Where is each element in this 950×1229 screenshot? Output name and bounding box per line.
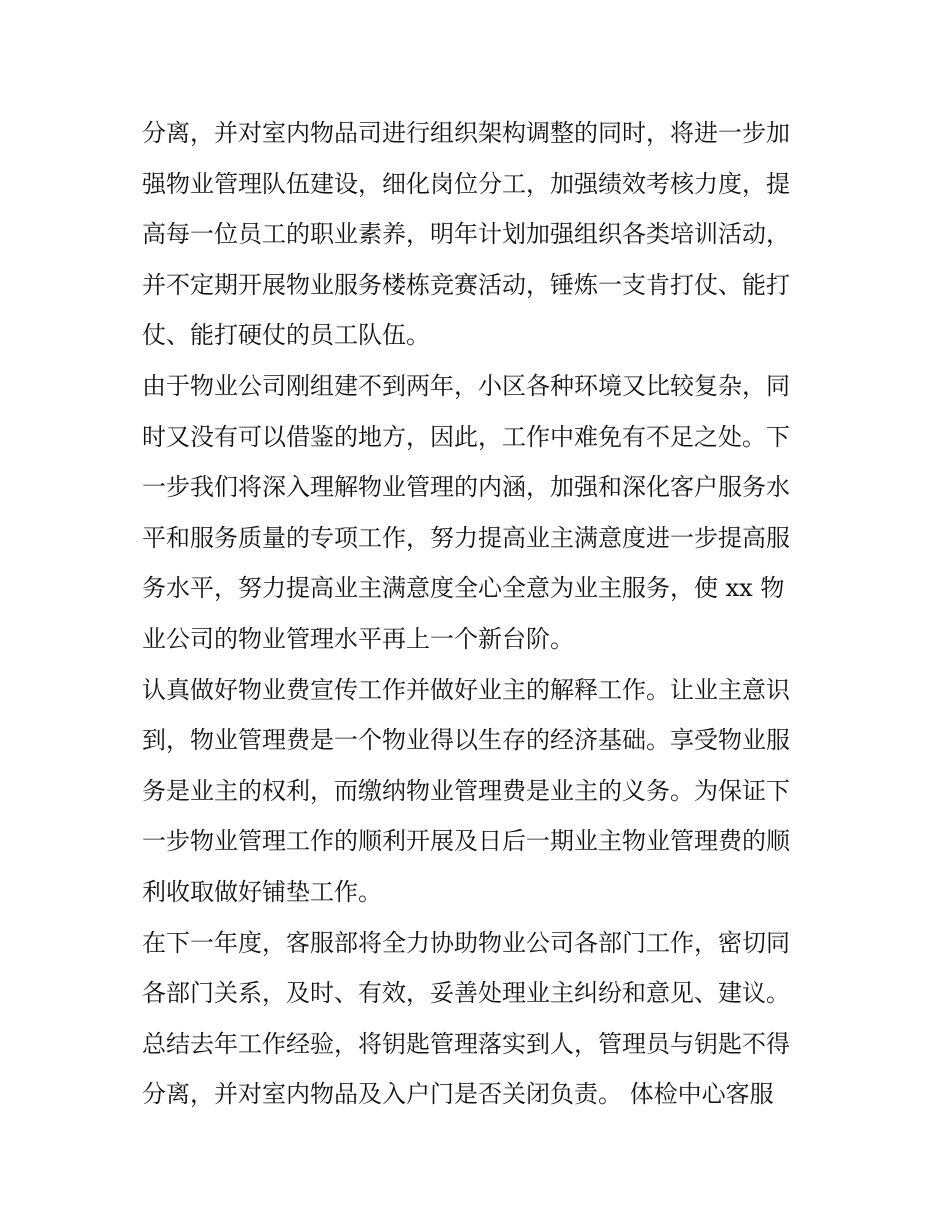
text-line: 各部门关系，及时、有效，妥善处理业主纠纷和意见、建议。: [142, 979, 790, 1008]
text-line: 在下一年度，客服部将全力协助物业公司各部门工作，密切同: [142, 928, 790, 957]
text-line: 业公司的物业管理水平再上一个新台阶。: [142, 624, 574, 653]
text-line: 高每一位员工的职业素养，明年计划加强组织各类培训活动，: [142, 220, 790, 249]
text-line: 一步物业管理工作的顺利开展及日后一期业主物业管理费的顺: [142, 827, 790, 856]
text-line: 平和服务质量的专项工作，努力提高业主满意度进一步提高服: [142, 523, 790, 552]
text-line: 仗、能打硬仗的员工队伍。: [142, 321, 430, 350]
text-line: 务是业主的权利，而缴纳物业管理费是业主的义务。为保证下: [142, 776, 790, 805]
text-line: 分离，并对室内物品及入户门是否关闭负责。 体检中心客服: [142, 1080, 774, 1109]
document-body: [142, 108, 822, 1120]
text-line: 一步我们将深入理解物业管理的内涵，加强和深化客户服务水: [142, 473, 790, 502]
text-line: 时又没有可以借鉴的地方，因此，工作中难免有不足之处。下: [142, 422, 790, 451]
text-line: 总结去年工作经验，将钥匙管理落实到人，管理员与钥匙不得: [142, 1029, 790, 1058]
text-line: 利收取做好铺垫工作。: [142, 877, 382, 906]
text-line: 强物业管理队伍建设，细化岗位分工，加强绩效考核力度，提: [142, 169, 790, 198]
text-line: 并不定期开展物业服务楼栋竞赛活动，锤炼一支肯打仗、能打: [142, 270, 790, 299]
text-line: 务水平，努力提高业主满意度全心全意为业主服务，使 xx 物: [142, 574, 785, 603]
text-line: 分离，并对室内物品司进行组织架构调整的同时，将进一步加: [142, 119, 790, 147]
text-line: 由于物业公司刚组建不到两年，小区各种环境又比较复杂，同: [142, 371, 790, 400]
text-line: 到，物业管理费是一个物业得以生存的经济基础。享受物业服: [142, 726, 790, 755]
text-line: 认真做好物业费宣传工作并做好业主的解释工作。让业主意识: [142, 675, 790, 704]
